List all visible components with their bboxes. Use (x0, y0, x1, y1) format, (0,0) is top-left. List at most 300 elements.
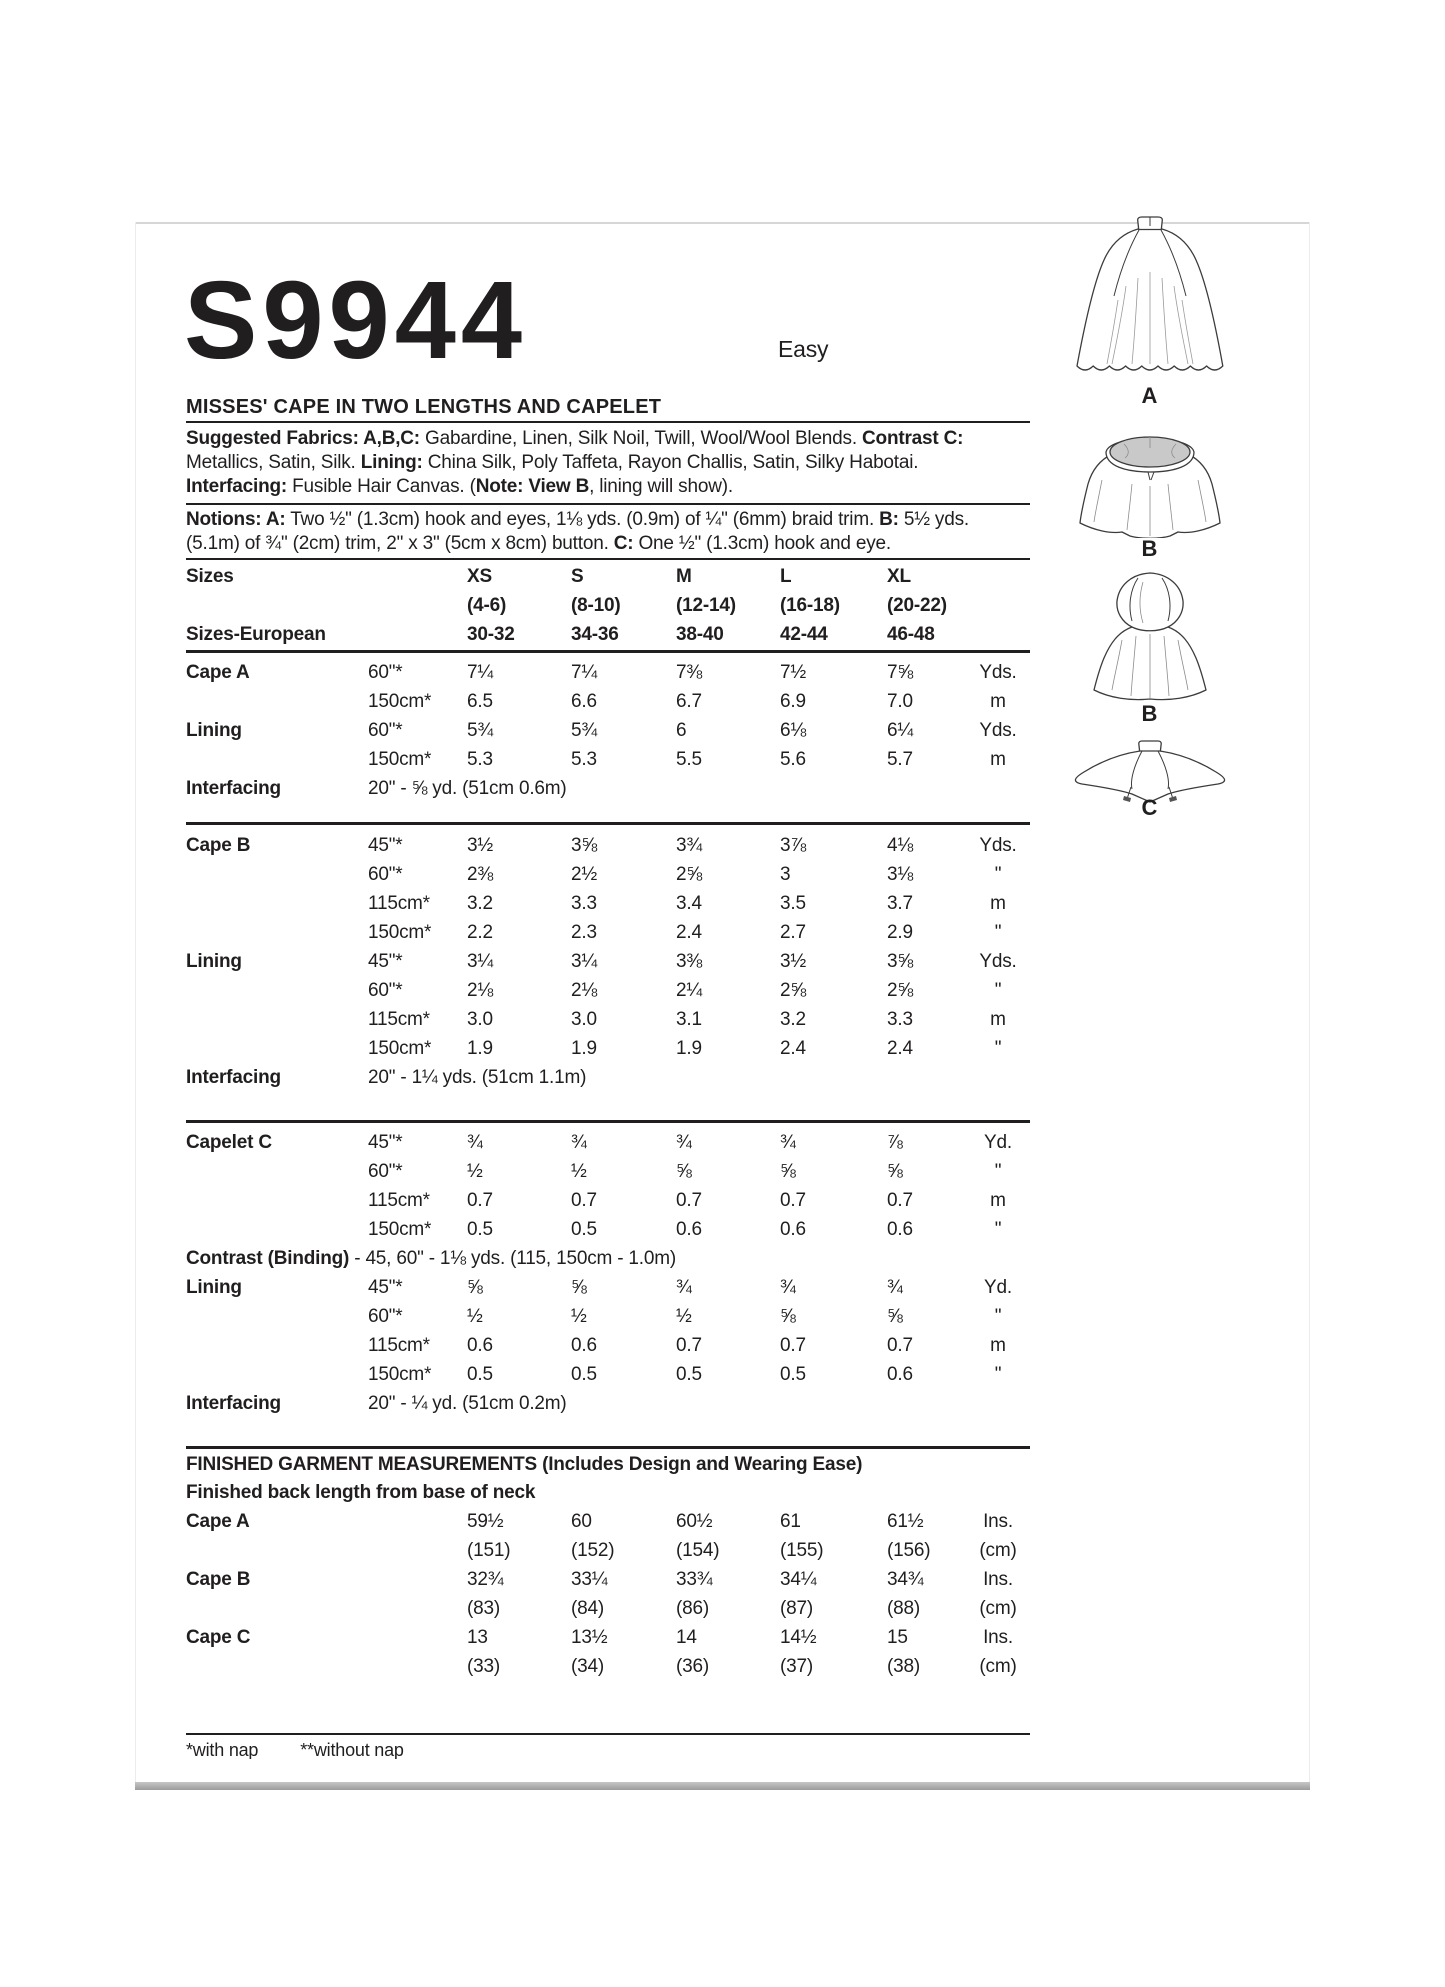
yardage-value-cell: 5.3 (467, 749, 493, 770)
yardage-value-cell: 7.0 (887, 691, 913, 712)
spacer-cell (368, 1623, 467, 1652)
divider-rule (186, 1733, 1030, 1735)
size-value-cell: 46-48 (887, 624, 935, 645)
finished-measurements-table (186, 1507, 1028, 1681)
bold-run: Lining: (360, 452, 423, 473)
yardage-value-cell: 0.5 (676, 1364, 702, 1385)
yardage-value-cell: 2.4 (887, 1038, 913, 1059)
yardage-row (186, 976, 1028, 1005)
unit-cell: Yds. (979, 835, 1017, 856)
notions-paragraph (186, 508, 1046, 556)
size-value-cell: (16-18) (780, 595, 840, 616)
unit-cell: " (994, 1161, 1002, 1182)
width-spec-cell: 115cm* (368, 893, 430, 914)
size-value-cell: M (676, 566, 692, 587)
finished-value-cell: (34) (571, 1656, 604, 1677)
yardage-value-cell: 0.7 (676, 1335, 702, 1356)
size-table-row (186, 591, 1028, 620)
yardage-value-cell: 0.6 (887, 1219, 913, 1240)
yardage-value-cell: 3.3 (887, 1009, 913, 1030)
yardage-section-cape-b (186, 831, 1028, 1092)
yardage-value-cell: 2.9 (887, 922, 913, 943)
yardage-row (186, 1128, 1028, 1157)
yardage-value-cell: 2.2 (467, 922, 493, 943)
fabrics-line (186, 475, 1046, 499)
yardage-value-cell: ⅝ (467, 1277, 483, 1298)
size-row-label: Sizes (186, 566, 234, 587)
yardage-value-cell: ¾ (571, 1132, 587, 1153)
unit-cell (968, 591, 1028, 620)
yardage-value-cell: 6¼ (887, 720, 914, 741)
finished-value-cell: (151) (467, 1540, 511, 1561)
yardage-value-cell: 5.5 (676, 749, 702, 770)
size-value-cell: (4-6) (467, 595, 507, 616)
yardage-value-cell: 0.6 (571, 1335, 597, 1356)
text-run: 5½ yds. (898, 509, 969, 530)
row-label (186, 1536, 368, 1565)
yardage-row (186, 1302, 1028, 1331)
size-value-cell: S (571, 566, 584, 587)
finished-row (186, 1507, 1028, 1536)
text-run: - 45, 60" - 1⅛ yds. (115, 150cm - 1.0m) (349, 1248, 676, 1269)
unit-cell: Yd. (984, 1132, 1012, 1153)
yardage-row (186, 774, 1028, 803)
row-label: Lining (186, 1277, 242, 1298)
width-spec-cell: 60"* (368, 864, 403, 885)
finished-value-cell: (154) (676, 1540, 720, 1561)
width-spec-cell: 45"* (368, 835, 403, 856)
row-label: Cape B (186, 1569, 251, 1590)
yardage-value-cell: 4⅛ (887, 835, 914, 856)
yardage-row (186, 947, 1028, 976)
width-spec-cell: 150cm* (368, 922, 432, 943)
section-rule (186, 822, 1030, 825)
row-label: Interfacing (186, 778, 281, 799)
spacer-cell (368, 1507, 467, 1536)
spacer-cell (368, 1536, 467, 1565)
yardage-row (186, 1244, 1028, 1273)
yardage-row (186, 1186, 1028, 1215)
size-row-label: Sizes-European (186, 624, 326, 645)
unit-cell: m (990, 893, 1006, 914)
yardage-value-cell: 2⅛ (467, 980, 494, 1001)
cape-a-drawing (1066, 214, 1234, 380)
finished-value-cell: (155) (780, 1540, 824, 1561)
row-label (186, 1215, 368, 1244)
bold-run: Notions: A: (186, 509, 286, 530)
yardage-value-cell: 7⅜ (676, 662, 703, 683)
yardage-row (186, 1157, 1028, 1186)
cape-b-back-drawing (1062, 424, 1238, 538)
unit-cell: " (994, 864, 1002, 885)
spacer-cell (368, 620, 467, 649)
row-label (186, 918, 368, 947)
unit-cell: m (990, 1335, 1006, 1356)
yardage-value-cell: 6.6 (571, 691, 597, 712)
notions-line (186, 532, 1046, 556)
size-value-cell: (12-14) (676, 595, 736, 616)
size-value-cell: XS (467, 566, 492, 587)
width-spec-cell: 60"* (368, 980, 403, 1001)
yardage-value-cell: 3⅞ (780, 835, 807, 856)
yardage-row (186, 1005, 1028, 1034)
width-spec-cell: 150cm* (368, 1219, 432, 1240)
yardage-value-cell: 7⅝ (887, 662, 914, 683)
finished-value-cell: (37) (780, 1656, 813, 1677)
view-label-b-front: B (1141, 701, 1159, 726)
yardage-value-cell: 1.9 (676, 1038, 702, 1059)
yardage-value-cell: 2½ (571, 864, 598, 885)
yardage-value-cell: 3½ (780, 951, 807, 972)
with-nap-note: *with nap (186, 1740, 259, 1759)
row-label: Lining (186, 951, 242, 972)
finished-value-cell: 15 (887, 1627, 908, 1648)
yardage-value-cell: 3.5 (780, 893, 806, 914)
cape-b-back-illustration (1062, 424, 1238, 538)
row-label: Lining (186, 720, 242, 741)
yardage-value-cell: ⅝ (887, 1306, 903, 1327)
yardage-value-cell: 3.2 (467, 893, 493, 914)
yardage-row (186, 1063, 1028, 1092)
yardage-value-cell: ½ (467, 1161, 483, 1182)
text-run: , lining will show). (589, 476, 733, 497)
finished-value-cell: (38) (887, 1656, 920, 1677)
yardage-value-cell: ⅝ (676, 1161, 692, 1182)
interfacing-note: 20" - ¼ yd. (51cm 0.2m) (368, 1393, 567, 1414)
cape-b-hood-drawing (1072, 570, 1228, 702)
cape-a-illustration (1066, 214, 1234, 380)
finished-value-cell: (84) (571, 1598, 604, 1619)
yardage-row (186, 1360, 1028, 1389)
interfacing-note: 20" - ⅝ yd. (51cm 0.6m) (368, 778, 567, 799)
yardage-value-cell: 3⅜ (676, 951, 703, 972)
yardage-value-cell: 0.7 (780, 1190, 806, 1211)
yardage-row (186, 860, 1028, 889)
yardage-value-cell: 2.4 (780, 1038, 806, 1059)
spacer-cell (368, 1594, 467, 1623)
yardage-value-cell: 0.7 (571, 1190, 597, 1211)
yardage-value-cell: 2¼ (676, 980, 703, 1001)
yardage-value-cell: 7¼ (571, 662, 598, 683)
interfacing-note: 20" - 1¼ yds. (51cm 1.1m) (368, 1067, 587, 1088)
row-label (186, 1594, 368, 1623)
width-spec-cell: 45"* (368, 1277, 403, 1298)
yardage-value-cell: 0.5 (780, 1364, 806, 1385)
finished-row (186, 1536, 1028, 1565)
yardage-value-cell: ½ (467, 1306, 483, 1327)
width-spec-cell: 60"* (368, 662, 403, 683)
row-label (186, 1034, 368, 1063)
width-spec-cell: 150cm* (368, 1364, 432, 1385)
yardage-value-cell: 0.7 (467, 1190, 493, 1211)
finished-value-cell: 33¾ (676, 1569, 713, 1590)
unit-cell: (cm) (979, 1598, 1017, 1619)
size-value-cell: 34-36 (571, 624, 619, 645)
yardage-value-cell: ¾ (887, 1277, 903, 1298)
row-label: Capelet C (186, 1132, 272, 1153)
yardage-value-cell: 2.3 (571, 922, 597, 943)
spacer-cell (368, 562, 467, 591)
row-label (186, 1331, 368, 1360)
yardage-value-cell: 6⅛ (780, 720, 807, 741)
unit-cell: " (994, 922, 1002, 943)
width-spec-cell: 45"* (368, 1132, 403, 1153)
yardage-value-cell: ⅝ (887, 1161, 903, 1182)
row-label (186, 860, 368, 889)
yardage-value-cell: ½ (571, 1306, 587, 1327)
section-rule (186, 1446, 1030, 1449)
unit-cell: (cm) (979, 1656, 1017, 1677)
yardage-value-cell: 0.5 (467, 1219, 493, 1240)
finished-value-cell: (36) (676, 1656, 709, 1677)
unit-cell: Ins. (983, 1569, 1013, 1590)
yardage-value-cell: 0.6 (780, 1219, 806, 1240)
bold-run: Interfacing: (186, 476, 288, 497)
yardage-value-cell: 2.7 (780, 922, 806, 943)
view-label-b-back: B (1141, 536, 1159, 561)
spacer-cell (368, 1565, 467, 1594)
text-run: China Silk, Poly Taffeta, Rayon Challis, Satin, Silky Habotai. (422, 452, 919, 473)
yardage-row (186, 1034, 1028, 1063)
yardage-row (186, 1389, 1028, 1418)
unit-cell: Yd. (984, 1277, 1012, 1298)
yardage-value-cell: ¾ (676, 1277, 692, 1298)
width-spec-cell: 150cm* (368, 749, 432, 770)
pattern-title: MISSES' CAPE IN TWO LENGTHS AND CAPELET (186, 396, 662, 418)
nap-footnote (186, 1739, 404, 1759)
yardage-row (186, 1215, 1028, 1244)
yardage-value-cell: 2⅛ (571, 980, 598, 1001)
unit-cell: Ins. (983, 1511, 1013, 1532)
yardage-value-cell: 3.2 (780, 1009, 806, 1030)
unit-cell: Ins. (983, 1627, 1013, 1648)
unit-cell: " (994, 980, 1002, 1001)
contrast-binding-note (186, 1244, 1028, 1273)
yardage-value-cell: 3¼ (467, 951, 494, 972)
yardage-row (186, 918, 1028, 947)
row-label: Cape A (186, 1511, 250, 1532)
difficulty-label: Easy (778, 336, 829, 362)
unit-cell: " (994, 1038, 1002, 1059)
yardage-value-cell: 3.1 (676, 1009, 702, 1030)
yardage-value-cell: ⅝ (571, 1277, 587, 1298)
row-label: Cape A (186, 662, 250, 683)
yardage-row (186, 831, 1028, 860)
row-label: Interfacing (186, 1393, 281, 1414)
unit-cell: m (990, 1009, 1006, 1030)
size-row-label (186, 591, 368, 620)
width-spec-cell: 150cm* (368, 691, 432, 712)
finished-value-cell: (86) (676, 1598, 709, 1619)
section-rule (186, 650, 1030, 653)
yardage-value-cell: 6.5 (467, 691, 493, 712)
yardage-value-cell: 0.5 (571, 1364, 597, 1385)
finished-row (186, 1565, 1028, 1594)
finished-value-cell: 61 (780, 1511, 801, 1532)
unit-cell: " (994, 1306, 1002, 1327)
size-value-cell: 38-40 (676, 624, 724, 645)
page-left-edge (135, 222, 136, 1784)
bold-run: B: (879, 509, 899, 530)
unit-cell (968, 562, 1028, 591)
bold-run: Contrast C: (862, 428, 964, 449)
yardage-value-cell: 3.7 (887, 893, 913, 914)
unit-cell: m (990, 749, 1006, 770)
size-value-cell: (20-22) (887, 595, 947, 616)
size-value-cell: 42-44 (780, 624, 828, 645)
yardage-value-cell: 3 (780, 864, 791, 885)
row-label (186, 687, 368, 716)
finished-value-cell: 60½ (676, 1511, 713, 1532)
finished-value-cell: 34¾ (887, 1569, 924, 1590)
size-value-cell: 30-32 (467, 624, 515, 645)
unit-cell: " (994, 1219, 1002, 1240)
width-spec-cell: 115cm* (368, 1009, 430, 1030)
fabrics-paragraph (186, 427, 1046, 499)
yardage-value-cell: 2⅝ (676, 864, 703, 885)
yardage-value-cell: 2⅜ (467, 864, 494, 885)
bold-run: Contrast (Binding) (186, 1248, 350, 1269)
finished-value-cell: 14½ (780, 1627, 817, 1648)
finished-value-cell: (88) (887, 1598, 920, 1619)
divider-rule (186, 421, 1030, 423)
finished-value-cell: (87) (780, 1598, 813, 1619)
finished-value-cell: (33) (467, 1656, 500, 1677)
finished-value-cell: (156) (887, 1540, 931, 1561)
yardage-section-cape-a (186, 658, 1028, 803)
spacer-cell (368, 1652, 467, 1681)
yardage-value-cell: ¾ (780, 1277, 796, 1298)
page-bottom-edge (135, 1782, 1310, 1790)
page-right-edge (1309, 222, 1310, 1784)
yardage-value-cell: 3⅝ (887, 951, 914, 972)
finished-value-cell: (83) (467, 1598, 500, 1619)
yardage-value-cell: 6 (676, 720, 687, 741)
yardage-value-cell: 0.7 (887, 1335, 913, 1356)
row-label (186, 1652, 368, 1681)
unit-cell: m (990, 691, 1006, 712)
size-table-row (186, 562, 1028, 591)
fabrics-line (186, 451, 1046, 475)
finished-value-cell: 14 (676, 1627, 697, 1648)
finished-value-cell: (152) (571, 1540, 615, 1561)
cape-b-hood-illustration (1072, 570, 1228, 702)
finished-value-cell: 61½ (887, 1511, 924, 1532)
yardage-section-capelet-c (186, 1128, 1028, 1418)
yardage-value-cell: ¾ (780, 1132, 796, 1153)
yardage-value-cell: 7½ (780, 662, 807, 683)
without-nap-note: **without nap (300, 1740, 404, 1759)
yardage-value-cell: 1.9 (571, 1038, 597, 1059)
row-label: Interfacing (186, 1067, 281, 1088)
unit-cell: Yds. (979, 662, 1017, 683)
yardage-value-cell: 2⅝ (887, 980, 914, 1001)
finished-row (186, 1623, 1028, 1652)
width-spec-cell: 45"* (368, 951, 403, 972)
yardage-value-cell: 0.6 (467, 1335, 493, 1356)
unit-cell: " (994, 1364, 1002, 1385)
yardage-value-cell: 0.7 (780, 1335, 806, 1356)
finished-back-length-subheading: Finished back length from base of neck (186, 1482, 536, 1503)
yardage-value-cell: 3.0 (571, 1009, 597, 1030)
width-spec-cell: 150cm* (368, 1038, 432, 1059)
finished-value-cell: 59½ (467, 1511, 504, 1532)
yardage-value-cell: 5.7 (887, 749, 913, 770)
text-run: Gabardine, Linen, Silk Noil, Twill, Wool/Wool Blends. (419, 428, 863, 449)
yardage-row (186, 658, 1028, 687)
yardage-value-cell: 2⅝ (780, 980, 807, 1001)
spacer-cell (368, 591, 467, 620)
size-value-cell: (8-10) (571, 595, 621, 616)
size-table (186, 562, 1028, 649)
view-label-a: A (1141, 383, 1159, 408)
yardage-value-cell: 3.3 (571, 893, 597, 914)
divider-rule (186, 503, 1030, 505)
yardage-value-cell: 7¼ (467, 662, 494, 683)
yardage-value-cell: 5¾ (467, 720, 494, 741)
finished-row (186, 1594, 1028, 1623)
row-label (186, 1186, 368, 1215)
yardage-value-cell: 2.4 (676, 922, 702, 943)
unit-cell: m (990, 1190, 1006, 1211)
row-label (186, 1005, 368, 1034)
bold-run: C: (613, 533, 634, 554)
yardage-row (186, 745, 1028, 774)
bold-run: Suggested Fabrics: A,B,C: (186, 428, 420, 449)
finished-value-cell: 13 (467, 1627, 488, 1648)
text-run: Fusible Hair Canvas. ( (287, 476, 476, 497)
text-run: Two ½" (1.3cm) hook and eyes, 1⅛ yds. (0.9m) of ¼" (6mm) braid trim. (285, 509, 880, 530)
size-value-cell: XL (887, 566, 911, 587)
yardage-value-cell: 5¾ (571, 720, 598, 741)
yardage-value-cell: 0.7 (676, 1190, 702, 1211)
width-spec-cell: 60"* (368, 1161, 403, 1182)
unit-cell: Yds. (979, 720, 1017, 741)
yardage-row (186, 1273, 1028, 1302)
yardage-value-cell: 3.0 (467, 1009, 493, 1030)
yardage-value-cell: 5.6 (780, 749, 806, 770)
yardage-value-cell: ⅝ (780, 1161, 796, 1182)
row-label (186, 745, 368, 774)
notions-line (186, 508, 1046, 532)
view-label-c: C (1141, 795, 1159, 820)
row-label: Cape B (186, 835, 251, 856)
row-label: Cape C (186, 1627, 251, 1648)
yardage-value-cell: ¾ (467, 1132, 483, 1153)
row-label (186, 1302, 368, 1331)
yardage-value-cell: 1.9 (467, 1038, 493, 1059)
finished-value-cell: 32¾ (467, 1569, 504, 1590)
row-label (186, 1157, 368, 1186)
yardage-value-cell: ¾ (676, 1132, 692, 1153)
yardage-value-cell: 3¼ (571, 951, 598, 972)
yardage-value-cell: 0.7 (887, 1190, 913, 1211)
finished-value-cell: 34¼ (780, 1569, 817, 1590)
yardage-value-cell: 0.6 (676, 1219, 702, 1240)
pattern-number: S9944 (184, 259, 528, 382)
unit-cell (968, 620, 1028, 649)
row-label (186, 889, 368, 918)
yardage-value-cell: 0.5 (467, 1364, 493, 1385)
width-spec-cell: 115cm* (368, 1190, 430, 1211)
row-label (186, 1360, 368, 1389)
finished-measurements-heading: FINISHED GARMENT MEASUREMENTS (Includes Design and Wearing Ease) (186, 1454, 863, 1475)
finished-value-cell: 33¼ (571, 1569, 608, 1590)
yardage-row (186, 1331, 1028, 1360)
bold-run: Note: View B (475, 476, 590, 497)
yardage-value-cell: 6.7 (676, 691, 702, 712)
yardage-row (186, 889, 1028, 918)
